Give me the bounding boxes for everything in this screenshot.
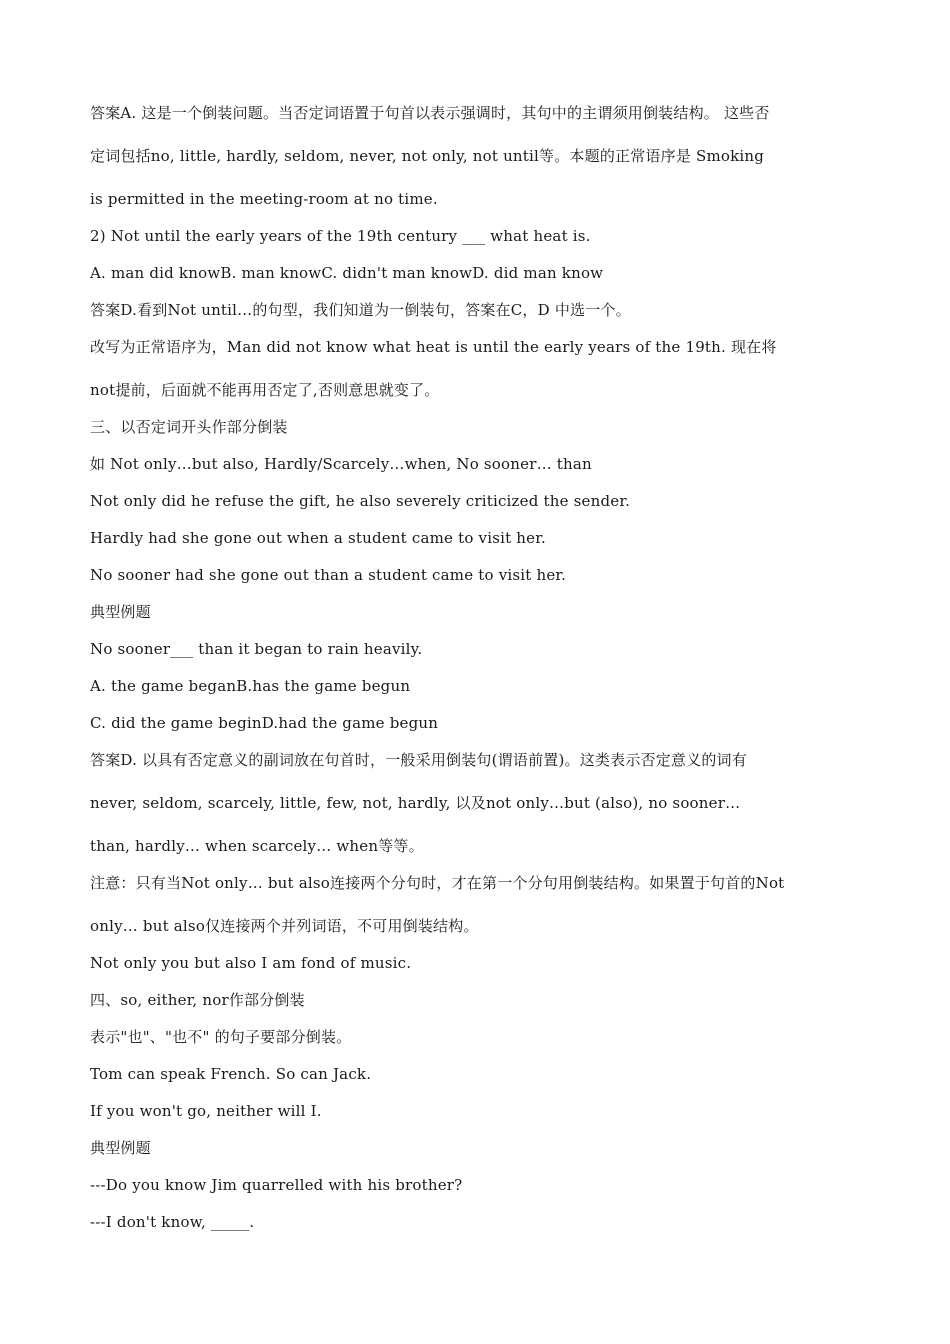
text-line: ---I don't know, _____. [90,1213,255,1231]
text-line: No sooner had she gone out than a student came to visit her. [90,566,567,584]
text-line: Not only did he refuse the gift, he also severely criticized the sender. [90,492,631,510]
text-line: not提前，后面就不能再用否定了,否则意思就变了。 [90,381,440,399]
text-line: never, seldom, scarcely, little, few, not, hardly, 以及not only…but (also), no sooner… [90,794,741,812]
text-line: Hardly had she gone out when a student came to visit her. [90,529,546,547]
text-line: only… but also仅连接两个并列词语，不可用倒装结构。 [90,917,479,935]
text-line: ---Do you know Jim quarrelled with his brother? [90,1176,463,1194]
text-line: 2) Not until the early years of the 19th century ___ what heat is. [90,227,591,245]
text-line: than, hardly… when scarcely… when等等。 [90,837,424,855]
section-heading: 三、以否定词开头作部分倒装 [90,418,288,436]
section-heading: 四、so, either, nor作部分倒装 [90,991,305,1009]
text-line: 改写为正常语序为，Man did not know what heat is until the early years of the 19th. 现在将 [90,338,777,356]
text-line: 注意：只有当Not only… but also连接两个分句时，才在第一个分句用倒装结构。如果置于句首的Not [90,874,785,892]
text-line: If you won't go, neither will I. [90,1102,322,1120]
text-line: A. man did knowB. man knowC. didn't man knowD. did man know [90,264,604,282]
text-line: 如 Not only…but also, Hardly/Scarcely…when, No sooner… than [90,455,592,473]
text-line: 答案D. 以具有否定意义的副词放在句首时，一般采用倒装句(谓语前置)。这类表示否定意义的词有 [90,751,747,769]
text-line: A. the game beganB.has the game begun [90,677,411,695]
text-line: Tom can speak French. So can Jack. [90,1065,372,1083]
text-line: 定词包括no, little, hardly, seldom, never, not only, not until等。本题的正常语序是 Smoking [90,147,765,165]
text-line: is permitted in the meeting-room at no time. [90,190,438,208]
text-line: C. did the game beginD.had the game begun [90,714,439,732]
text-line: No sooner___ than it began to rain heavily. [90,640,423,658]
text-line: 答案D.看到Not until…的句型，我们知道为一倒装句，答案在C，D 中选一个。 [90,301,631,319]
text-line: 答案A. 这是一个倒装问题。当否定词语置于句首以表示强调时，其句中的主谓须用倒装结构。 这些否 [90,104,770,122]
subheading: 典型例题 [90,1139,151,1157]
text-line: 表示"也"、"也不" 的句子要部分倒装。 [90,1028,352,1046]
text-line: Not only you but also I am fond of music. [90,954,412,972]
subheading: 典型例题 [90,603,151,621]
